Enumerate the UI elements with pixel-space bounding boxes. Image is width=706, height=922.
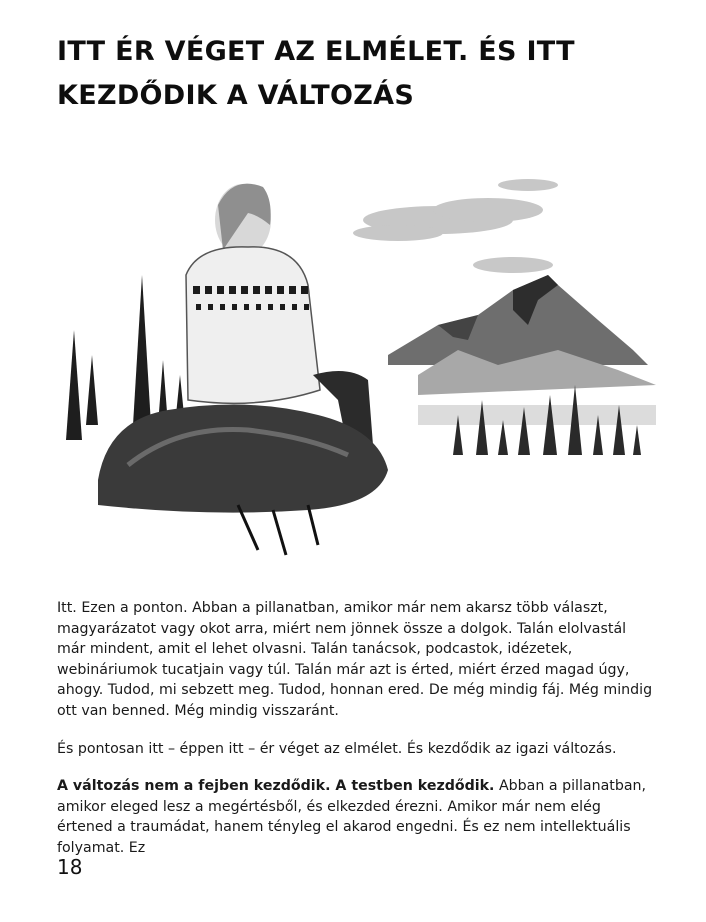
- body-text: [57, 598, 657, 876]
- paragraph-2: És pontosan itt – éppen itt – ér véget az elmélet. És kezdődik az igazi változás.: [57, 740, 617, 757]
- page-title: [57, 30, 657, 118]
- paragraph-3-emphasis: A változás nem a fejben kezdődik. A testben kezdődik.: [57, 778, 495, 795]
- clouds: [353, 179, 558, 273]
- page-number: 18: [57, 855, 83, 879]
- paragraph-3-text: Abban a pillanatban, amikor eleged lesz a megértésből, és elkezded érezni. Amikor már nem elég értened a traumádat, hanem tényleg el akarod engedni. És ez nem intellektuális folyamat. Ez: [57, 778, 647, 856]
- mountains: [388, 275, 656, 425]
- illustration-woman-mountains: [58, 125, 656, 565]
- rock: [98, 405, 388, 555]
- paragraph-3: [57, 776, 657, 858]
- paragraph-1: Itt. Ezen a ponton. Abban a pillanatban, amikor már nem akarsz több választ, magyarázatot vagy okot arra, miért nem jönnek össze a dolgok. Talán elolvastál már mindent, amit el lehet olvasni. Talán tanácsok, podcastok, idézetek, webináriumok tucatjain vagy túl. Talán már azt is érted, miért érzed magad úgy, ahogy. Tudod, mi sebzett meg. Tudod, honnan ered. De még mindig fáj. Még mindig ott van benned. Még mindig visszaránt.: [57, 600, 653, 719]
- page-title-line-1: ITT ÉR VÉGET AZ ELMÉLET. ÉS ITT: [57, 36, 575, 67]
- page-title-line-2: KEZDŐDIK A VÁLTOZÁS: [57, 80, 415, 111]
